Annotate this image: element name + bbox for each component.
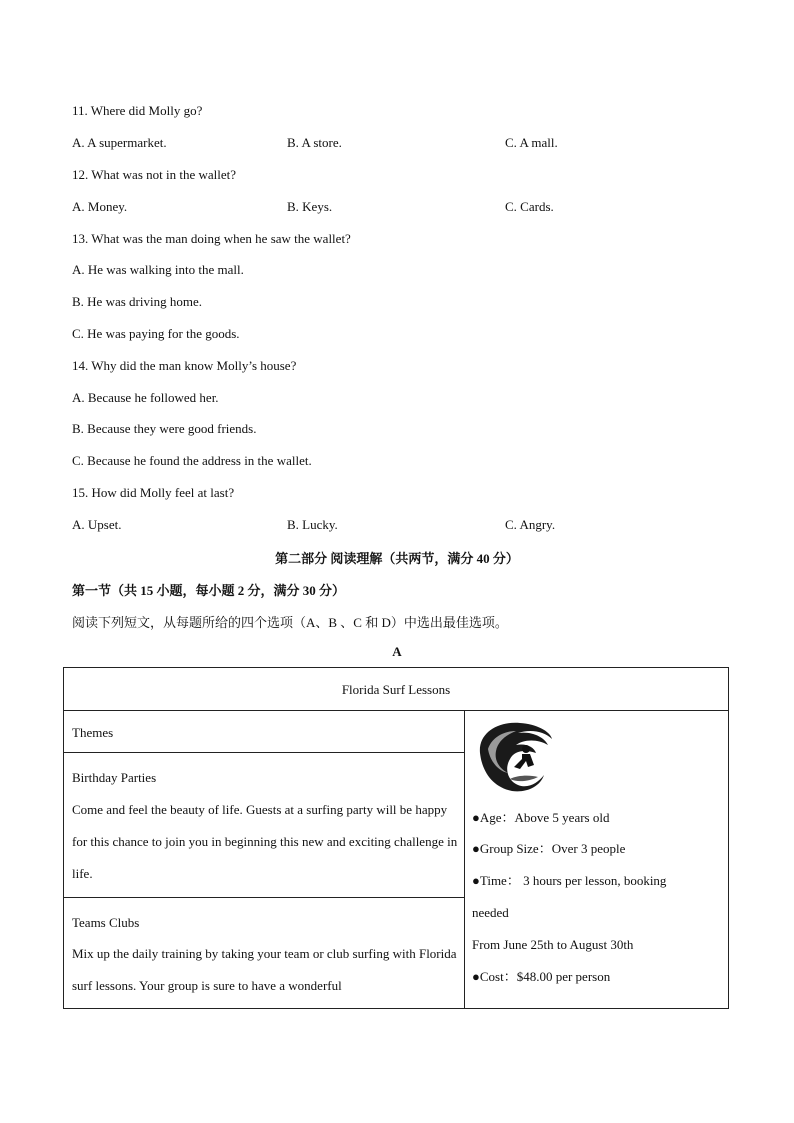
info-group-size: ●Group Size：Over 3 people bbox=[472, 841, 626, 856]
themes-header: Themes bbox=[72, 725, 114, 740]
table-divider bbox=[64, 897, 464, 898]
section1-heading: 第一节（共 15 小题，每小题 2 分，满分 30 分） bbox=[72, 583, 346, 598]
info-age: ●Age：Above 5 years old bbox=[472, 810, 610, 825]
question-12-option-b: B. Keys. bbox=[287, 199, 333, 214]
question-11-stem: 11. Where did Molly go? bbox=[72, 103, 203, 118]
question-13-option-c: C. He was paying for the goods. bbox=[72, 326, 240, 341]
question-15-stem: 15. How did Molly feel at last? bbox=[72, 485, 235, 500]
question-15-option-b: B. Lucky. bbox=[287, 517, 338, 532]
question-13-option-b: B. He was driving home. bbox=[72, 294, 202, 309]
teams-text: Mix up the daily training by taking your team or club surfing with Florida surf lessons. Your group is sure to have a wonderful bbox=[72, 946, 457, 993]
question-14-option-c: C. Because he found the address in the wallet. bbox=[72, 453, 312, 468]
question-13-option-a: A. He was walking into the mall. bbox=[72, 262, 244, 277]
table-divider bbox=[64, 710, 728, 711]
table-column-divider bbox=[464, 710, 465, 1008]
question-12-option-c: C. Cards. bbox=[505, 199, 554, 214]
table-divider bbox=[64, 752, 464, 753]
table-title: Florida Surf Lessons bbox=[341, 682, 451, 697]
question-12-stem: 12. What was not in the wallet? bbox=[72, 167, 237, 182]
question-14-option-b: B. Because they were good friends. bbox=[72, 421, 257, 436]
reading-instruction: 阅读下列短文，从每题所给的四个选项（A、B 、C 和 D）中选出最佳选项。 bbox=[72, 615, 508, 630]
question-13-stem: 13. What was the man doing when he saw the wallet? bbox=[72, 231, 351, 246]
passage-label: A bbox=[392, 644, 402, 659]
part2-title: 第二部分 阅读理解（共两节，满分 40 分） bbox=[275, 551, 519, 566]
question-15-option-c: C. Angry. bbox=[505, 517, 556, 532]
question-15-option-a: A. Upset. bbox=[72, 517, 122, 532]
question-14-option-a: A. Because he followed her. bbox=[72, 390, 219, 405]
question-11-option-a: A. A supermarket. bbox=[72, 135, 167, 150]
info-dates: From June 25th to August 30th bbox=[472, 937, 634, 952]
question-11-option-c: C. A mall. bbox=[505, 135, 558, 150]
info-time: ●Time： 3 hours per lesson, booking bbox=[472, 873, 667, 888]
info-booking-needed: needed bbox=[472, 905, 509, 920]
teams-title: Teams Clubs bbox=[72, 915, 140, 930]
question-11-option-b: B. A store. bbox=[287, 135, 342, 150]
birthday-title: Birthday Parties bbox=[72, 770, 157, 785]
surfer-wave-image bbox=[474, 719, 554, 793]
info-cost: ●Cost：$48.00 per person bbox=[472, 969, 611, 984]
question-12-option-a: A. Money. bbox=[72, 199, 128, 214]
birthday-text: Come and feel the beauty of life. Guests at a surfing party will be happy for this chance to join you in beginning this new and exciting challenge in life. bbox=[72, 802, 458, 881]
question-14-stem: 14. Why did the man know Molly’s house? bbox=[72, 358, 297, 373]
